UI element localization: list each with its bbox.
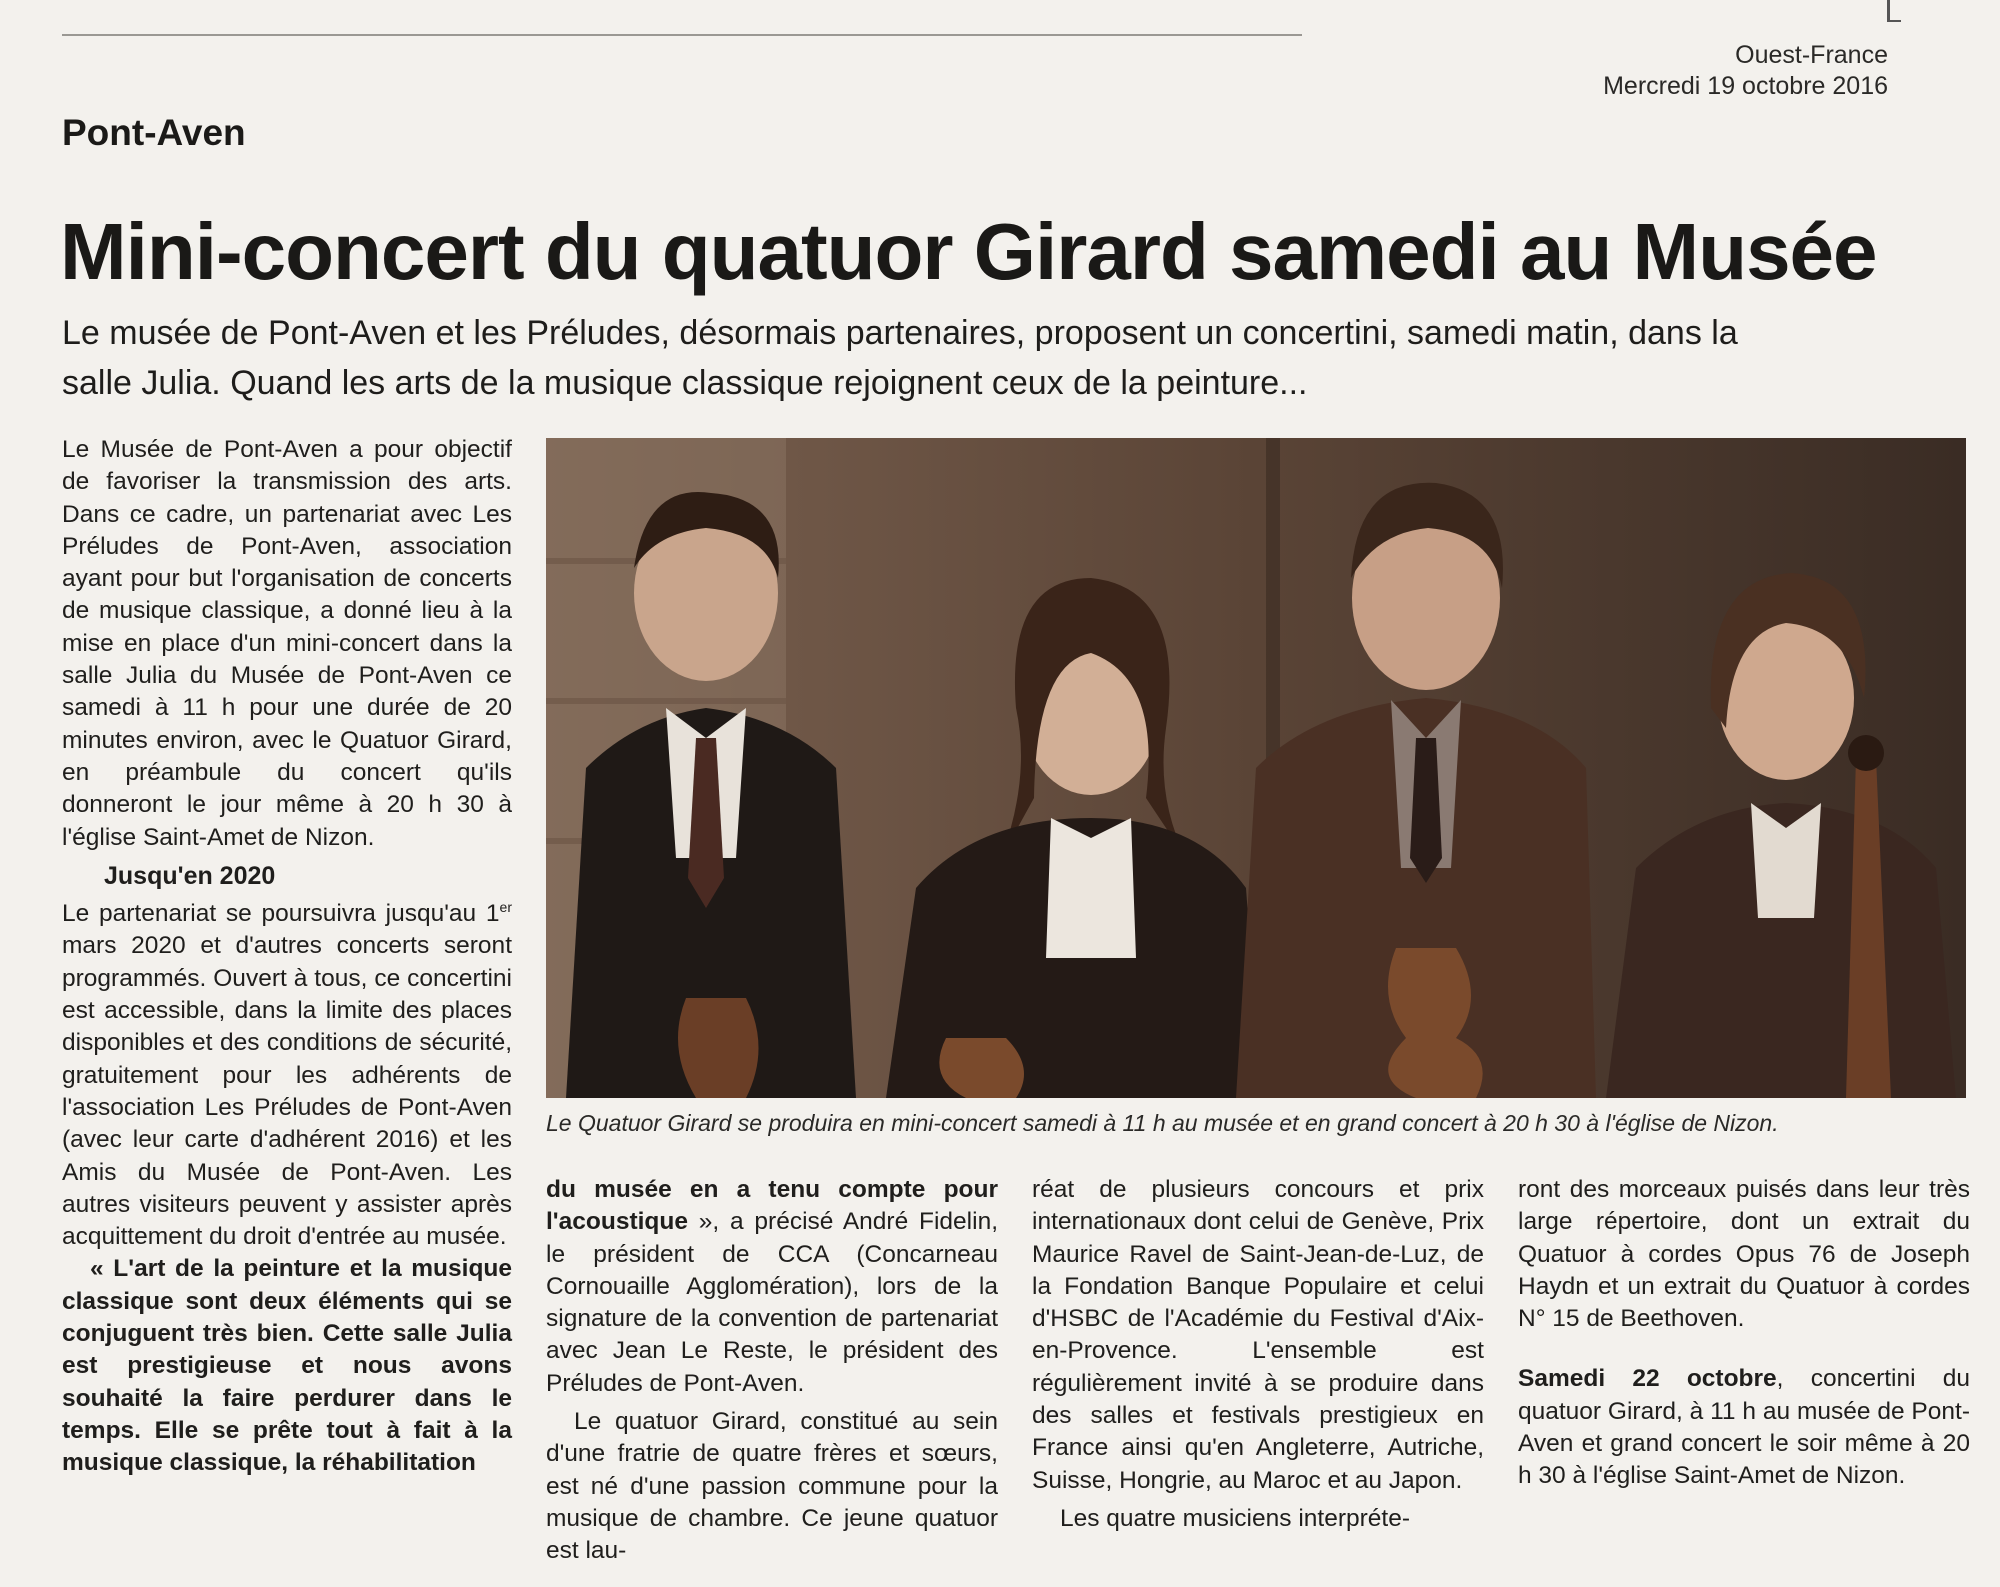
top-rule (62, 34, 1302, 36)
quartet-photo (546, 438, 1966, 1098)
paragraph: réat de plusieurs concours et prix internationaux dont celui de Genève, Prix Maurice Ravel de Saint-Jean-de-Luz, de la Fondation Banque Populaire et celui d'HSBC de l'Académie du Festival d'Aix-en-Provence. L'ensemble est régulièrement invité à se produire dans des salles et festivals prestigieux en France ainsi qu'en Angleterre, Autriche, Suisse, Hongrie, au Maroc et au Japon. (1032, 1176, 1484, 1494)
newspaper-name: Ouest-France (1735, 41, 1888, 69)
article-column-3 (1032, 1174, 1484, 1535)
paragraph: Le quatuor Girard, constitué au sein d'une fratrie de quatre frères et sœurs, est né d'une passion commune pour la musique de chambre. Ce jeune quatuor est lau- (546, 1408, 998, 1565)
paragraph: Les quatre musiciens interpréte- (1060, 1504, 1410, 1532)
masthead (1603, 40, 1888, 102)
photo-caption: Le Quatuor Girard se produira en mini-concert samedi à 11 h au musée et en grand concert à 20 h 30 à l'église de Nizon. (546, 1110, 1779, 1136)
subheading: Jusqu'en 2020 (104, 861, 276, 890)
paragraph: Le partenariat se poursuivra jusqu'au 1er mars 2020 et d'autres concerts seront programmés. Ouvert à tous, ce concertini est accessible, dans la limite des places disponibles et des conditions de sécurité, gratuitement pour les adhérents de l'association Les Préludes de Pont-Aven (avec leur carte d'adhérent 2016) et les Amis du Musée de Pont-Aven. Les autres visiteurs peuvent y assister après acquittement du droit d'entrée au musée. (62, 899, 512, 1251)
article-headline: Mini-concert du quatuor Girard samedi au Musée (60, 207, 1877, 296)
publication-date: Mercredi 19 octobre 2016 (1603, 72, 1888, 100)
paragraph: Le Musée de Pont-Aven a pour objectif de favoriser la transmission des arts. Dans ce cadre, un partenariat avec Les Préludes de Pont-Aven, association ayant pour but l'organisation de concerts de musique classique, a donné lieu à la mise en place d'un mini-concert dans la salle Julia du Musée de Pont-Aven ce samedi à 11 h pour une durée de 20 minutes environ, avec le Quatuor Girard, en préambule du concert qu'ils donneront le jour même à 20 h 30 à l'église Saint-Amet de Nizon. (62, 436, 512, 851)
article-standfirst: Le musée de Pont-Aven et les Préludes, désormais partenaires, proposent un concertini, samedi matin, dans la salle Julia. Quand les arts de la musique classique rejoignent ceux de la peinture... (62, 314, 1738, 402)
paragraph: du musée en a tenu compte pour l'acoustique », a précisé André Fidelin, le président de CCA (Concarneau Cornouaille Agglomération), lors de la signature de la convention de partenariat avec Jean Le Reste, le président des Préludes de Pont-Aven. (546, 1176, 998, 1397)
article-column-2 (546, 1174, 998, 1568)
paragraph: ront des morceaux puisés dans leur très large répertoire, dont un extrait du Quatuor à cordes Opus 76 de Joseph Haydn et un extrait du Quatuor à cordes N° 15 de Beethoven. (1518, 1176, 1970, 1333)
article-column-4 (1518, 1174, 1970, 1493)
section-title: Pont-Aven (62, 112, 246, 153)
quote-paragraph: « L'art de la peinture et la musique classique sont deux éléments qui se conjuguent très bien. Cette salle Julia est prestigieuse et nous avons souhaité la faire perdurer dans le temps. Elle se prête tout à fait à la musique classique, la réhabilitation (62, 1255, 512, 1477)
paragraph: Samedi 22 octobre, concertini du quatuor Girard, à 11 h au musée de Pont-Aven et grand concert le soir même à 20 h 30 à l'église Saint-Amet de Nizon. (1518, 1365, 1971, 1490)
photo-illustration (546, 438, 1966, 1098)
crop-mark (1887, 0, 1890, 22)
article-column-1 (62, 434, 512, 1480)
